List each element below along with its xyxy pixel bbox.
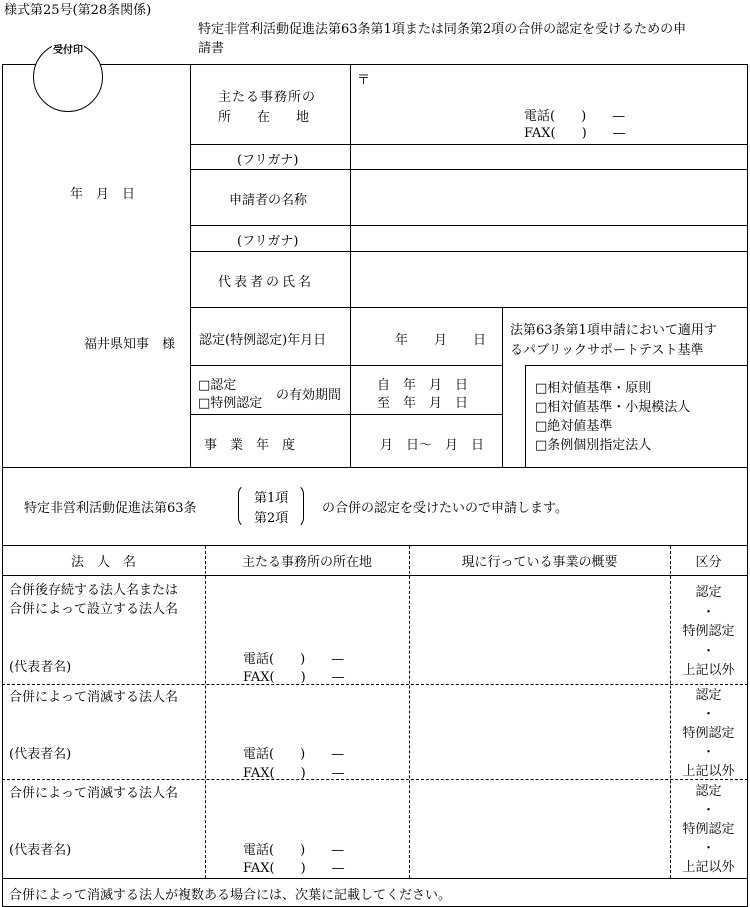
category-dot: ・	[701, 604, 715, 620]
applicant-phone: 電話( ) —	[524, 109, 626, 124]
reception-stamp-label: 受付印	[52, 41, 84, 56]
addressee: 福井県知事 様	[84, 337, 176, 352]
table-header-address: 主たる事務所の所在地	[241, 555, 372, 570]
certification-date-value: 年 月 日	[395, 333, 487, 348]
table-header-category: 区分	[695, 555, 722, 570]
row2-rep-label: (代表者名)	[9, 747, 72, 762]
row1-phone: 電話( ) —	[243, 652, 345, 667]
row2-category	[670, 686, 747, 781]
table-header-business: 現に行っている事業の概要	[461, 555, 618, 570]
category-dot: ・	[701, 707, 715, 722]
category-nintei[interactable]: 認定	[695, 688, 722, 703]
postal-mark: 〒	[357, 73, 371, 88]
statement-option-1[interactable]: 第1項	[254, 491, 289, 506]
category-other[interactable]: 上記以外	[682, 860, 735, 875]
certification-date-label: 認定(特例認定)年月日	[199, 333, 327, 348]
category-dot: ・	[701, 745, 715, 760]
statement-option-2[interactable]: 第2項	[254, 511, 289, 526]
pst-label: 法第63条第1項申請において適用す	[510, 323, 717, 338]
checkbox-tokurei[interactable]: □特例認定	[198, 396, 263, 411]
category-tokurei[interactable]: 特例認定	[682, 822, 735, 837]
applicant-name-label: 申請者の名称	[229, 193, 308, 208]
form-number: 様式第25号(第28条関係)	[4, 3, 152, 18]
furigana-label-2: (フリガナ)	[237, 234, 299, 249]
category-other[interactable]: 上記以外	[682, 663, 735, 678]
category-dot: ・	[701, 643, 715, 659]
category-tokurei[interactable]: 特例認定	[682, 726, 735, 741]
main-office-label-2: 所 在 地	[218, 110, 310, 125]
furigana-label-1: (フリガナ)	[237, 153, 299, 168]
row1-category	[670, 583, 747, 681]
category-nintei[interactable]: 認定	[695, 784, 722, 799]
row1-rep-label: (代表者名)	[9, 660, 72, 675]
fiscal-year-label: 事 業 年 度	[204, 438, 296, 453]
validity-from: 自 年 月 日	[377, 378, 469, 393]
pst-option-relative-principle[interactable]: □相対値基準・原則	[535, 381, 652, 396]
pst-option-absolute[interactable]: □絶対値基準	[535, 419, 613, 434]
pst-label-2: るパブリックサポートテスト基準	[510, 343, 704, 358]
category-dot: ・	[701, 803, 715, 818]
validity-period-label: の有効期間	[276, 388, 342, 403]
row1-name-label-2: 合併によって設立する法人名	[9, 602, 179, 617]
pst-option-ordinance[interactable]: □条例個別指定法人	[535, 438, 652, 453]
category-tokurei[interactable]: 特例認定	[682, 624, 735, 639]
category-dot: ・	[701, 841, 715, 856]
pst-option-relative-small[interactable]: □相対値基準・小規模法人	[535, 400, 691, 415]
statement-prefix: 特定非営利活動促進法第63条	[24, 501, 197, 516]
row3-category	[670, 782, 747, 877]
applicant-fax: FAX( ) —	[524, 126, 626, 141]
fiscal-year-value: 月 日〜 月 日	[380, 438, 485, 453]
row3-fax: FAX( ) —	[243, 861, 345, 876]
pst-options	[535, 379, 690, 455]
form-title-cont: 請書	[198, 41, 225, 56]
category-nintei[interactable]: 認定	[695, 585, 722, 600]
row2-name-label: 合併によって消滅する法人名	[9, 690, 179, 705]
checkbox-nintei[interactable]: □認定	[198, 378, 237, 393]
representative-label: 代表者の氏名	[218, 275, 315, 290]
row3-rep-label: (代表者名)	[9, 843, 72, 858]
main-office-label: 主たる事務所の	[218, 90, 317, 105]
table-header-name: 法 人 名	[70, 555, 136, 570]
row2-fax: FAX( ) —	[243, 766, 345, 781]
form-title: 特定非営利活動促進法第63条第1項または同条第2項の合併の認定を受けるための申	[198, 22, 687, 37]
category-other[interactable]: 上記以外	[682, 764, 735, 779]
application-date: 年 月 日	[70, 187, 136, 202]
statement-suffix: の合併の認定を受けたいので申請します。	[322, 501, 568, 516]
row3-name-label: 合併によって消滅する法人名	[9, 786, 179, 801]
validity-to: 至 年 月 日	[377, 396, 469, 411]
row1-fax: FAX( ) —	[243, 670, 345, 685]
footer-note: 合併によって消滅する法人が複数ある場合には、次葉に記載してください。	[9, 888, 452, 903]
row3-phone: 電話( ) —	[243, 843, 345, 858]
row1-name-label: 合併後存続する法人名または	[9, 583, 179, 598]
row2-phone: 電話( ) —	[243, 747, 345, 762]
